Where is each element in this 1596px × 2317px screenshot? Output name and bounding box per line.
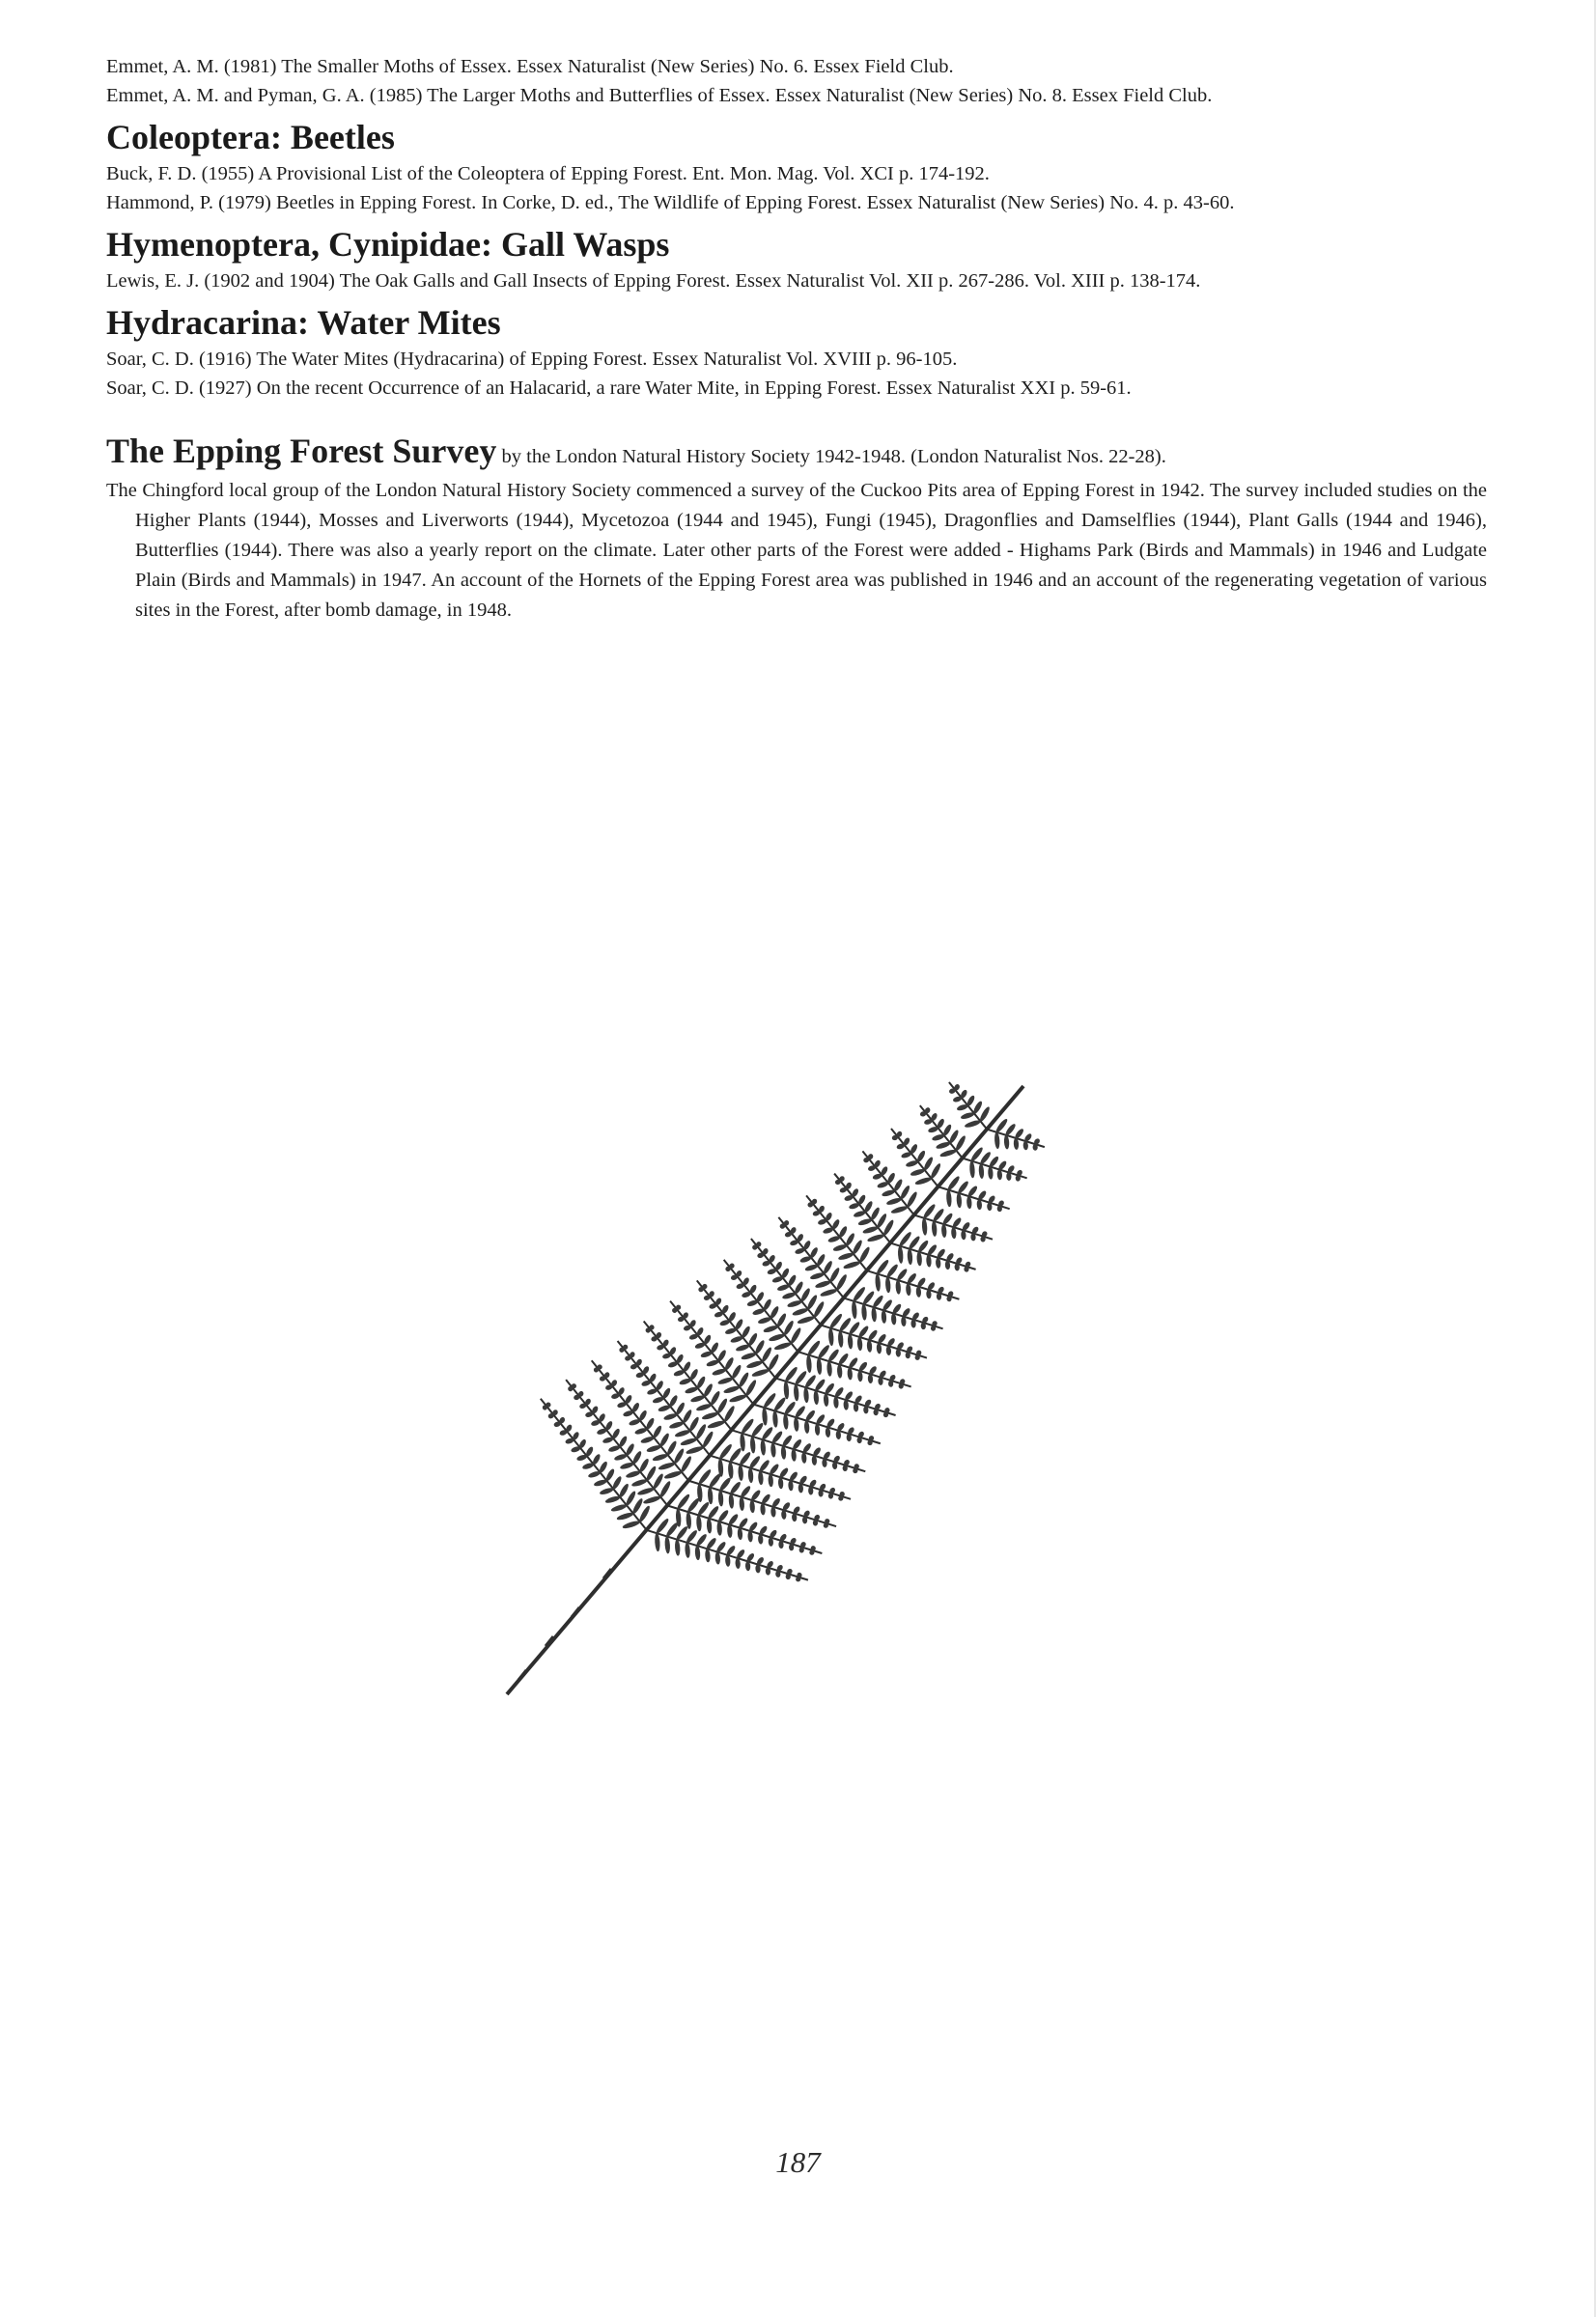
survey-title: The Epping Forest Survey [106,432,497,470]
survey-paragraph: The Chingford local group of the London Natural History Society commenced a survey of the Cuckoo Pits area of Epping Forest in 1942. The survey included studies on the Higher Plants (1944), Mosses and Liverworts (1944), Mycetozoa (1944 and 1945), Fungi (1945), Dragonflies and Damselflies (1944), Plant Galls (1944 and 1946), Butterflies (1944). There was also a yearly report on the climate. Later other parts of the Forest were added - Highams Park (Birds and Mammals) in 1946 and Ludgate Plain (Birds and Mammals) in 1947. An account of the Hornets of the Epping Forest area was published in 1946 and an account of the regenerating vegetation of various sites in the Forest, after bomb damage, in 1948. [106,480,1487,621]
survey-subtitle: by the London Natural History Society 1942-1948. (London Naturalist Nos. 22-28). [501,446,1166,467]
reference-entry: Lewis, E. J. (1902 and 1904) The Oak Galls and Gall Insects of Epping Forest. Essex Naturalist Vol. XII p. 267-286. Vol. XIII p. 138-174. [106,270,1201,292]
survey-section [106,432,1487,626]
reference-entry: Hammond, P. (1979) Beetles in Epping Forest. In Corke, D. ed., The Wildlife of Epping Forest. Essex Naturalist (New Series) No. 4. p. 43-60. [106,192,1235,213]
references-content [106,52,1487,626]
reference-entry: Emmet, A. M. and Pyman, G. A. (1985) The Larger Moths and Butterflies of Essex. Essex Naturalist (New Series) No. 8. Essex Field Club. [106,85,1213,106]
survey-heading-line [106,432,1477,476]
fern-frond-icon [488,1067,1067,1704]
page-number: 187 [775,2145,821,2179]
reference-entry: Buck, F. D. (1955) A Provisional List of the Coleoptera of Epping Forest. Ent. Mon. Mag. Vol. XCI p. 174-192. [106,163,990,184]
reference-entry: Soar, C. D. (1916) The Water Mites (Hydracarina) of Epping Forest. Essex Naturalist Vol. XVIII p. 96-105. [106,349,958,370]
section-heading-hymenoptera: Hymenoptera, Cynipidae: Gall Wasps [106,225,670,264]
reference-entry: Soar, C. D. (1927) On the recent Occurrence of an Halacarid, a rare Water Mite, in Epping Forest. Essex Naturalist XXI p. 59-61. [106,377,1132,399]
section-heading-coleoptera: Coleoptera: Beetles [106,118,395,156]
section-heading-hydracarina: Hydracarina: Water Mites [106,303,501,342]
reference-entry: Emmet, A. M. (1981) The Smaller Moths of Essex. Essex Naturalist (New Series) No. 6. Essex Field Club. [106,56,954,77]
